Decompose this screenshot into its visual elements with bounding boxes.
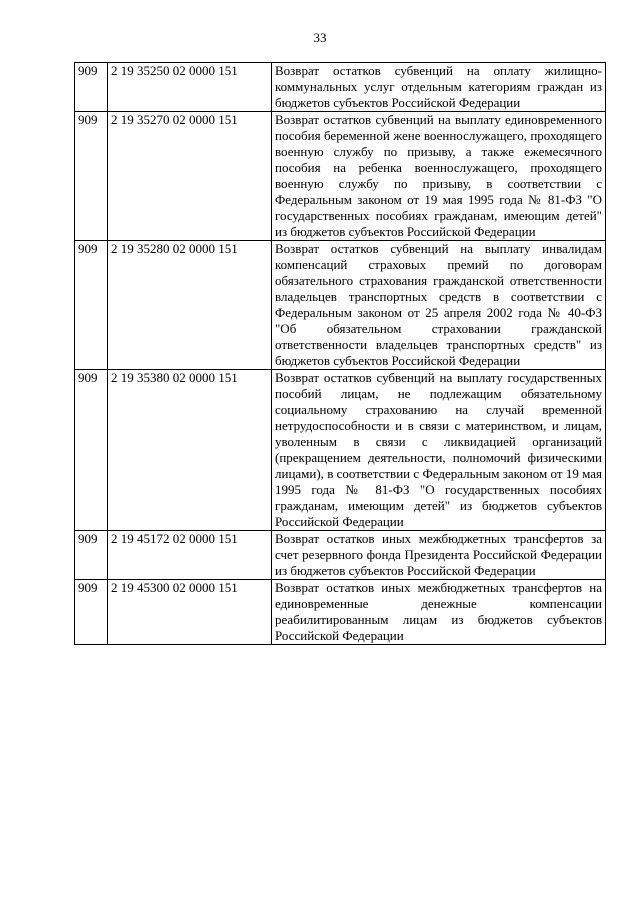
- budget-code-cell: 2 19 45172 02 0000 151: [108, 531, 272, 580]
- budget-code-cell: 2 19 35380 02 0000 151: [108, 370, 272, 531]
- admin-code-cell: 909: [75, 241, 108, 370]
- description-cell: Возврат остатков субвенций на выплату инвалидам компенсаций страховых премий по договорам обязательного страхования гражданской ответственности владельцев транспортных средств в соответствии с Федеральным законом от 25 апреля 2002 года № 40-ФЗ "Об обязательном страховании гражданской ответственности владельцев транспортных средств" из бюджетов субъектов Российской Федерации: [272, 241, 606, 370]
- budget-classification-table: [74, 62, 606, 645]
- table-row: [75, 63, 606, 112]
- table-row: [75, 531, 606, 580]
- admin-code-cell: 909: [75, 370, 108, 531]
- description-cell: Возврат остатков субвенций на оплату жилищно-коммунальных услуг отдельным категориям граждан из бюджетов субъектов Российской Федерации: [272, 63, 606, 112]
- table-row: [75, 112, 606, 241]
- admin-code-cell: 909: [75, 63, 108, 112]
- description-cell: Возврат остатков субвенций на выплату государственных пособий лицам, не подлежащим обязательному социальному страхованию на случай временной нетрудоспособности и в связи с материнством, и лицам, уволенным в связи с ликвидацией организаций (прекращением деятельности, полномочий физическими лицами), в соответствии с Федеральным законом от 19 мая 1995 года № 81-ФЗ "О государственных пособиях гражданам, имеющим детей" из бюджетов субъектов Российской Федерации: [272, 370, 606, 531]
- budget-code-cell: 2 19 45300 02 0000 151: [108, 580, 272, 645]
- budget-code-cell: 2 19 35280 02 0000 151: [108, 241, 272, 370]
- description-cell: Возврат остатков иных межбюджетных трансфертов на единовременные денежные компенсации реабилитированным лицам из бюджетов субъектов Российской Федерации: [272, 580, 606, 645]
- table-row: [75, 241, 606, 370]
- description-cell: Возврат остатков иных межбюджетных трансфертов за счет резервного фонда Президента Российской Федерации из бюджетов субъектов Российской Федерации: [272, 531, 606, 580]
- budget-code-cell: 2 19 35250 02 0000 151: [108, 63, 272, 112]
- table-row: [75, 580, 606, 645]
- admin-code-cell: 909: [75, 112, 108, 241]
- budget-code-cell: 2 19 35270 02 0000 151: [108, 112, 272, 241]
- admin-code-cell: 909: [75, 580, 108, 645]
- admin-code-cell: 909: [75, 531, 108, 580]
- page-number: 33: [313, 30, 327, 45]
- table-row: [75, 370, 606, 531]
- description-cell: Возврат остатков субвенций на выплату единовременного пособия беременной жене военнослужащего, проходящего военную службу по призыву, а также ежемесячного пособия на ребенка военнослужащего, проходящего военную службу по призыву, в соответствии с Федеральным законом от 19 мая 1995 года № 81-ФЗ "О государственных пособиях гражданам, имеющим детей" из бюджетов субъектов Российской Федерации: [272, 112, 606, 241]
